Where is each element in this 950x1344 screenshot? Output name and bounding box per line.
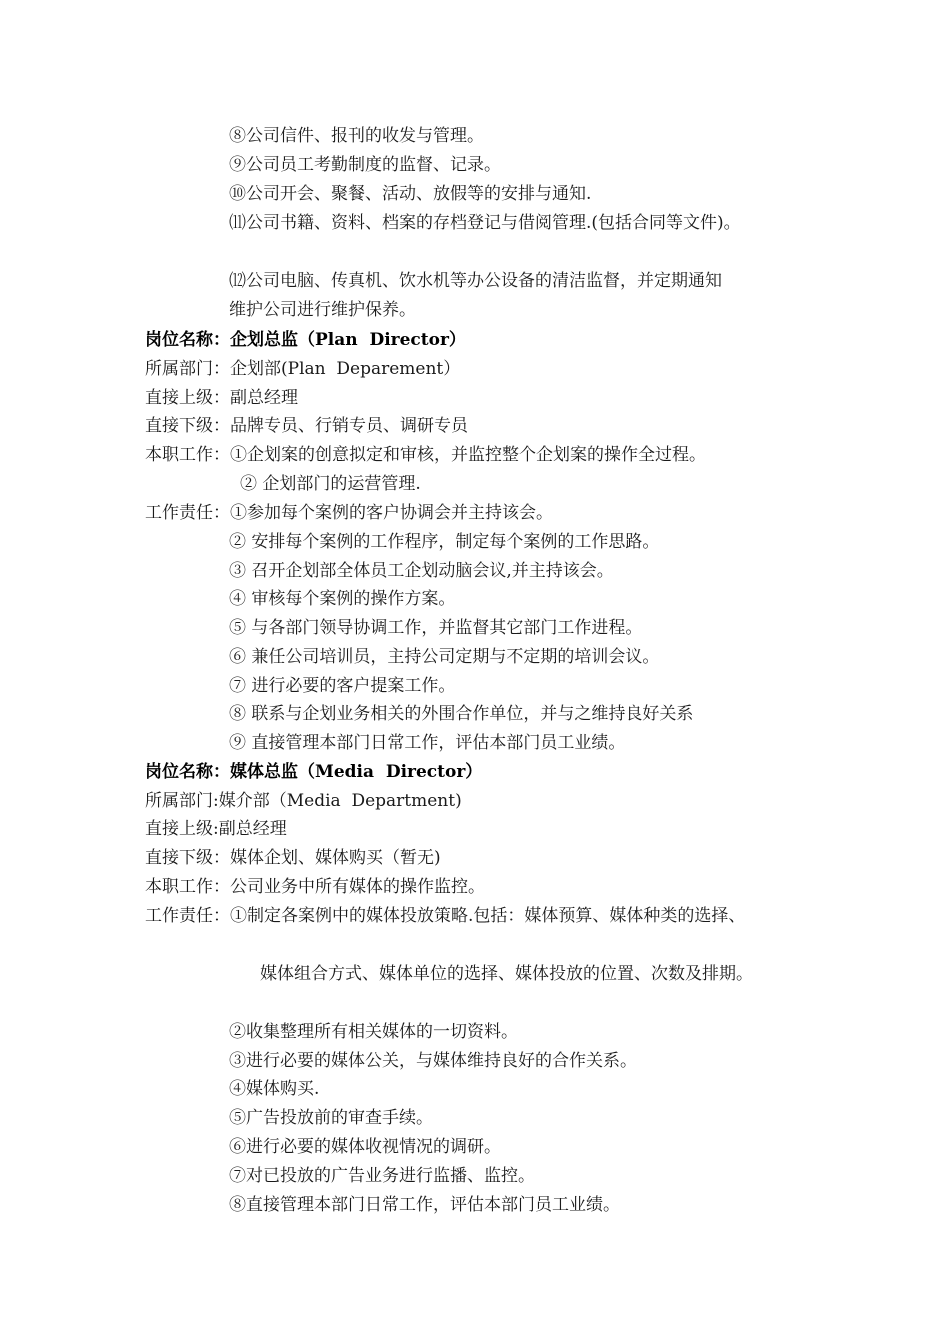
plan-duty: ② 企划部门的运营管理. (240, 474, 421, 494)
plan-responsibility: ② 安排每个案例的工作程序，制定每个案例的工作思路。 (229, 532, 660, 552)
list-item: ⑨公司员工考勤制度的监督、记录。 (229, 155, 501, 175)
media-duty: 本职工作：公司业务中所有媒体的操作监控。 (145, 877, 485, 897)
plan-department: 所属部门：企划部(Plan Deparement） (145, 359, 461, 379)
plan-responsibility: ⑥ 兼任公司培训员，主持公司定期与不定期的培训会议。 (229, 647, 660, 667)
list-item: ⑧公司信件、报刊的收发与管理。 (229, 126, 484, 146)
media-responsibility: ⑦对已投放的广告业务进行监播、监控。 (229, 1166, 535, 1186)
plan-subordinates: 直接下级：品牌专员、行销专员、调研专员 (145, 416, 468, 436)
media-responsibility: ⑤广告投放前的审查手续。 (229, 1108, 433, 1128)
section-title-media-director: 岗位名称：媒体总监（Media Director） (145, 762, 483, 782)
list-item: ⑾公司书籍、资料、档案的存档登记与借阅管理.(包括合同等文件)。 (229, 213, 741, 233)
plan-responsibility: ⑦ 进行必要的客户提案工作。 (229, 676, 456, 696)
list-item: ⑩公司开会、聚餐、活动、放假等的安排与通知. (229, 184, 592, 204)
media-responsibility: 工作责任：①制定各案例中的媒体投放策略.包括：媒体预算、媒体种类的选择、 (145, 906, 746, 926)
plan-responsibility: 工作责任：①参加每个案例的客户协调会并主持该会。 (145, 503, 553, 523)
media-responsibility: ④媒体购买. (229, 1079, 320, 1099)
plan-responsibility: ⑧ 联系与企划业务相关的外围合作单位，并与之维持良好关系 (229, 704, 694, 724)
media-department: 所属部门:媒介部（Media Department) (145, 791, 462, 811)
media-responsibility: ②收集整理所有相关媒体的一切资料。 (229, 1022, 518, 1042)
plan-duty: 本职工作：①企划案的创意拟定和审核，并监控整个企划案的操作全过程。 (145, 445, 706, 465)
plan-responsibility: ③ 召开企划部全体员工企划动脑会议,并主持该会。 (229, 561, 614, 581)
media-responsibility-continuation: 媒体组合方式、媒体单位的选择、媒体投放的位置、次数及排期。 (260, 964, 753, 984)
plan-responsibility: ⑨ 直接管理本部门日常工作，评估本部门员工业绩。 (229, 733, 626, 753)
list-item-continuation: 维护公司进行维护保养。 (229, 300, 416, 320)
media-superior: 直接上级:副总经理 (145, 819, 287, 839)
section-title-plan-director: 岗位名称：企划总监（Plan Director） (145, 330, 466, 350)
list-item: ⑿公司电脑、传真机、饮水机等办公设备的清洁监督，并定期通知 (229, 271, 722, 291)
media-subordinates: 直接下级：媒体企划、媒体购买（暂无) (145, 848, 441, 868)
plan-superior: 直接上级：副总经理 (145, 388, 298, 408)
plan-responsibility: ④ 审核每个案例的操作方案。 (229, 589, 456, 609)
plan-responsibility: ⑤ 与各部门领导协调工作，并监督其它部门工作进程。 (229, 618, 643, 638)
media-responsibility: ⑥进行必要的媒体收视情况的调研。 (229, 1137, 501, 1157)
media-responsibility: ⑧直接管理本部门日常工作，评估本部门员工业绩。 (229, 1195, 620, 1215)
media-responsibility: ③进行必要的媒体公关，与媒体维持良好的合作关系。 (229, 1051, 637, 1071)
